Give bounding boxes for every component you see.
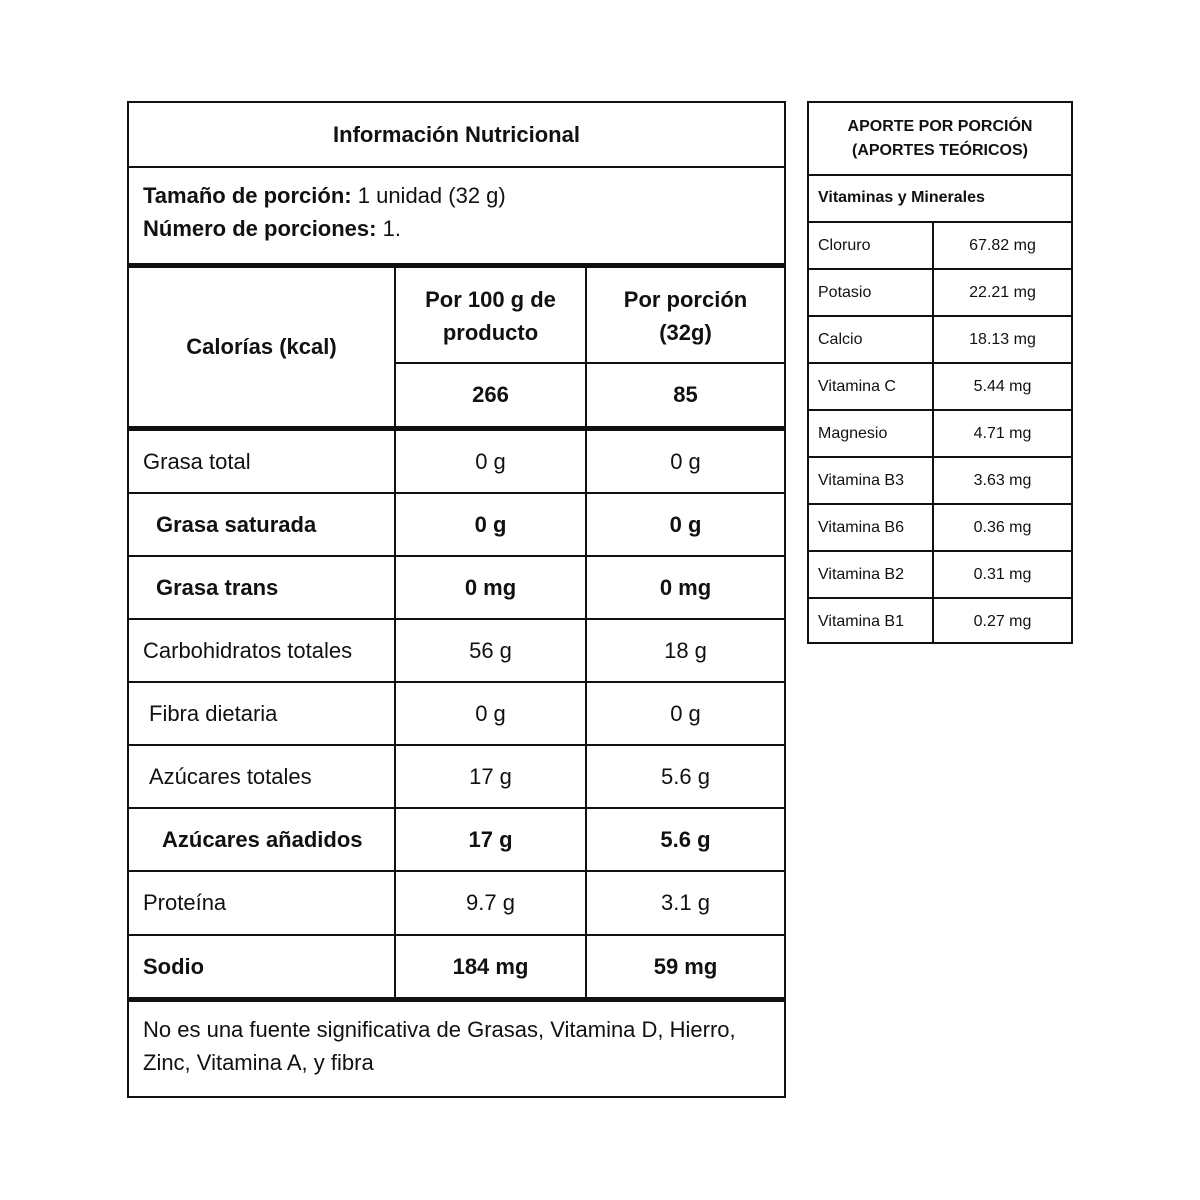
vitamin-value-b3: 3.63 mg [973, 471, 1032, 489]
nutrient-label-protein: Proteína [143, 890, 227, 915]
nutrient-perportion-added-sugars: 5.6 g [660, 827, 711, 852]
nutrient-perportion-fiber: 0 g [670, 701, 701, 726]
mineral-value-calcium: 18.13 mg [969, 330, 1036, 348]
nutrient-perportion-trans-fat: 0 mg [659, 575, 712, 600]
mineral-value-chloride: 67.82 mg [969, 236, 1036, 254]
thick-divider [129, 997, 784, 1002]
nutrient-label-fiber: Fibra dietaria [149, 701, 278, 726]
nutrient-per100-sodium: 184 mg [452, 953, 529, 979]
nutrient-label-added-sugars: Azúcares añadidos [162, 827, 363, 852]
nutrient-perportion-sodium: 59 mg [653, 953, 718, 979]
nutrient-per100-total-sugars: 17 g [469, 764, 512, 789]
nutrient-per100-carbohydrates: 56 g [469, 638, 512, 663]
nutrient-label-carbohydrates: Carbohidratos totales [143, 638, 353, 663]
serving-size-label: Tamaño de porción: [143, 183, 352, 208]
footnote: No es una fuente significativa de Grasas, Vitamina D, Hierro, Zinc, Vitamina A, y fibra [143, 1017, 736, 1075]
nutrient-perportion-protein: 3.1 g [661, 890, 710, 915]
nutrient-label-sodium: Sodio [143, 953, 205, 979]
nutrient-per100-added-sugars: 17 g [468, 827, 513, 852]
mineral-value-potassium: 22.21 mg [969, 283, 1036, 301]
serving-size-value: 1 unidad (32 g) [357, 183, 506, 208]
table-title: Información Nutricional [333, 121, 580, 147]
side-title-line2: (APORTES TEÓRICOS) [851, 141, 1028, 159]
nutrient-per100-fiber: 0 g [475, 701, 506, 726]
nutrient-per100-total-fat: 0 g [475, 449, 506, 474]
vitamin-value-c: 5.44 mg [973, 377, 1032, 395]
vitamin-value-b2: 0.31 mg [973, 565, 1032, 583]
nutrient-label-saturated-fat: Grasa saturada [156, 512, 317, 537]
vitamin-label-b3: Vitamina B3 [818, 471, 904, 489]
nutrient-per100-saturated-fat: 0 g [474, 512, 507, 537]
nutrient-label-total-fat: Grasa total [143, 449, 251, 474]
nutrition-facts-table [127, 101, 786, 1098]
divider [129, 166, 784, 168]
mineral-label-chloride: Cloruro [818, 236, 871, 254]
nutrient-label-trans-fat: Grasa trans [156, 575, 279, 600]
side-table-title [809, 103, 1071, 174]
vitamin-label-b6: Vitamina B6 [818, 518, 904, 536]
nutrient-label-total-sugars: Azúcares totales [149, 764, 312, 789]
nutrient-perportion-carbohydrates: 18 g [664, 638, 707, 663]
mineral-value-magnesium: 4.71 mg [973, 424, 1032, 442]
column-header-per-100g: Por 100 g de producto [425, 286, 556, 345]
nutrient-per100-protein: 9.7 g [466, 890, 515, 915]
servings-label: Número de porciones: [143, 216, 377, 241]
vitamin-label-b1: Vitamina B1 [818, 612, 904, 630]
side-table-subtitle: Vitaminas y Minerales [818, 188, 985, 206]
calories-label: Calorías (kcal) [186, 334, 337, 359]
mineral-label-magnesium: Magnesio [818, 424, 888, 442]
serving-size-line [143, 179, 506, 212]
calories-per-portion: 85 [673, 382, 698, 407]
nutrient-perportion-saturated-fat: 0 g [669, 512, 702, 537]
vitamin-label-c: Vitamina C [818, 377, 896, 395]
servings-line [143, 212, 506, 245]
vitamin-value-b6: 0.36 mg [973, 518, 1032, 536]
servings-value: 1. [382, 216, 401, 241]
vitamin-value-b1: 0.27 mg [973, 612, 1032, 630]
mineral-label-calcium: Calcio [818, 330, 863, 348]
nutrient-per100-trans-fat: 0 mg [464, 575, 517, 600]
calories-per-100g: 266 [472, 382, 509, 407]
nutrient-perportion-total-sugars: 5.6 g [661, 764, 710, 789]
nutrient-perportion-total-fat: 0 g [670, 449, 701, 474]
mineral-label-potassium: Potasio [818, 283, 872, 301]
vitamin-label-b2: Vitamina B2 [818, 565, 904, 583]
vitamins-minerals-table [807, 101, 1073, 644]
serving-info [143, 179, 506, 245]
side-title-line1: APORTE POR PORCIÓN [847, 117, 1033, 135]
column-header-per-portion: Por porción (32g) [623, 286, 748, 345]
